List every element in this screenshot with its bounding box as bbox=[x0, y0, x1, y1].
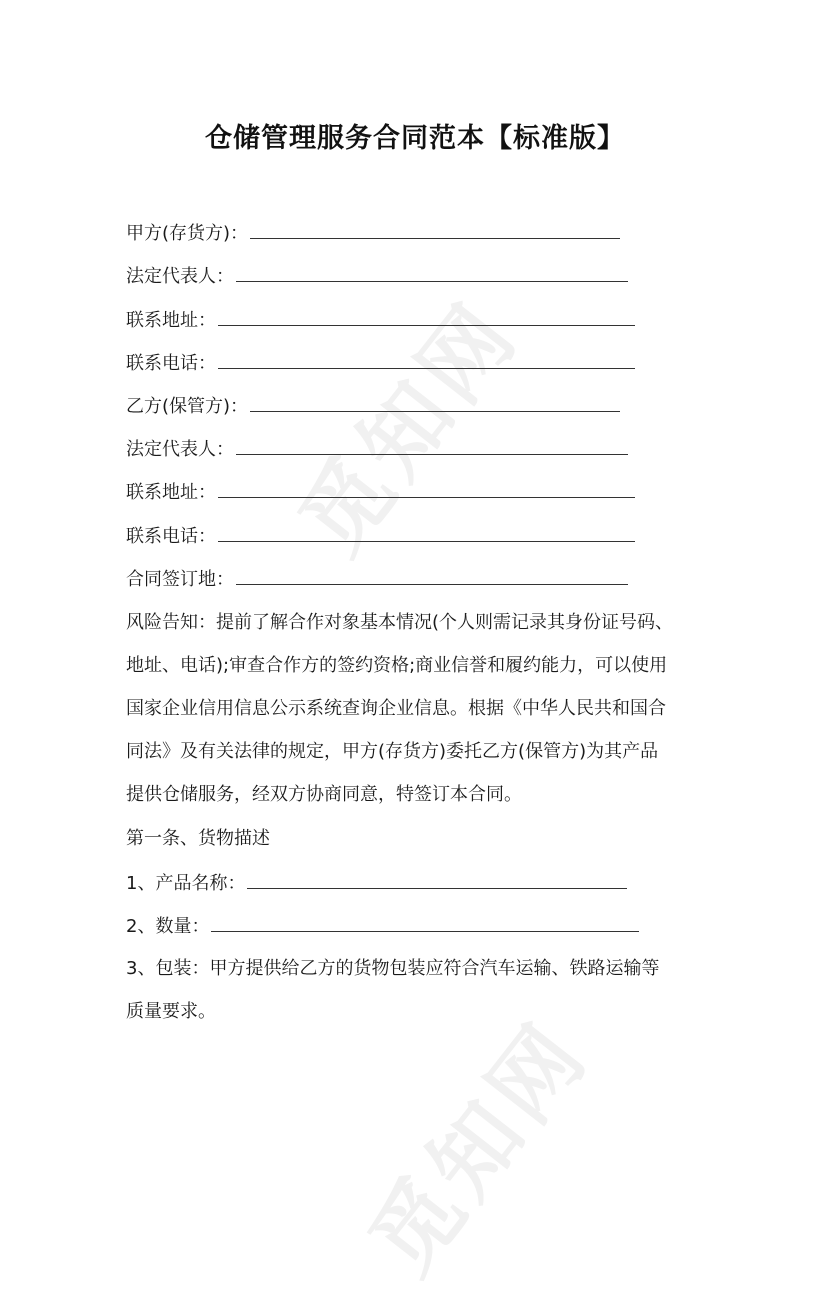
watermark-bottom: 觅知网 bbox=[349, 1001, 609, 1293]
party-a-representative-field bbox=[126, 264, 628, 289]
fill-blank bbox=[218, 308, 635, 326]
party-a-name-field bbox=[126, 221, 620, 246]
party-b-representative-field bbox=[126, 437, 628, 462]
fill-blank bbox=[247, 871, 627, 889]
fill-blank bbox=[250, 221, 620, 239]
document-title: 仓储管理服务合同范本【标准版】 bbox=[205, 123, 625, 154]
fill-blank bbox=[236, 567, 628, 585]
fill-blank bbox=[218, 524, 635, 542]
field-label: 1、产品名称： bbox=[126, 873, 246, 894]
field-label: 乙方(保管方)： bbox=[126, 396, 249, 417]
field-label: 联系电话： bbox=[126, 353, 216, 374]
party-b-name-field bbox=[126, 394, 620, 419]
field-label: 法定代表人： bbox=[126, 439, 234, 460]
section-heading: 第一条、货物描述 bbox=[126, 828, 270, 849]
party-b-address-field bbox=[126, 480, 635, 505]
paragraph-line: 国家企业信用信息公示系统查询企业信息。根据《中华人民共和国合 bbox=[126, 698, 666, 719]
paragraph-line: 风险告知：提前了解合作对象基本情况(个人则需记录其身份证号码、 bbox=[126, 612, 674, 633]
product-name-field bbox=[126, 871, 627, 896]
fill-blank bbox=[218, 351, 635, 369]
field-label: 甲方(存货方)： bbox=[126, 223, 249, 244]
paragraph-line: 地址、电话);审查合作方的签约资格;商业信誉和履约能力，可以使用 bbox=[126, 655, 668, 676]
fill-blank bbox=[250, 394, 620, 412]
party-a-address-field bbox=[126, 308, 635, 333]
fill-blank bbox=[218, 480, 635, 498]
packaging-paragraph bbox=[126, 957, 708, 1043]
watermark: 觅知网 bbox=[279, 281, 539, 573]
fill-blank bbox=[211, 914, 639, 932]
field-label: 联系地址： bbox=[126, 310, 216, 331]
field-label: 2、数量： bbox=[126, 916, 210, 937]
paragraph-line: 3、包装：甲方提供给乙方的货物包装应符合汽车运输、铁路运输等 bbox=[126, 958, 660, 979]
fill-blank bbox=[236, 264, 628, 282]
field-label: 联系地址： bbox=[126, 482, 216, 503]
field-label: 法定代表人： bbox=[126, 266, 234, 287]
paragraph-line: 同法》及有关法律的规定，甲方(存货方)委托乙方(保管方)为其产品 bbox=[126, 741, 659, 762]
party-b-phone-field bbox=[126, 524, 635, 549]
party-a-phone-field bbox=[126, 351, 635, 376]
field-label: 合同签订地： bbox=[126, 569, 234, 590]
signing-place-field bbox=[126, 567, 628, 592]
risk-notice-paragraph bbox=[126, 611, 708, 826]
paragraph-line: 提供仓储服务，经双方协商同意，特签订本合同。 bbox=[126, 784, 522, 805]
quantity-field bbox=[126, 914, 639, 939]
field-label: 联系电话： bbox=[126, 526, 216, 547]
paragraph-line: 质量要求。 bbox=[126, 1001, 216, 1022]
fill-blank bbox=[236, 437, 628, 455]
